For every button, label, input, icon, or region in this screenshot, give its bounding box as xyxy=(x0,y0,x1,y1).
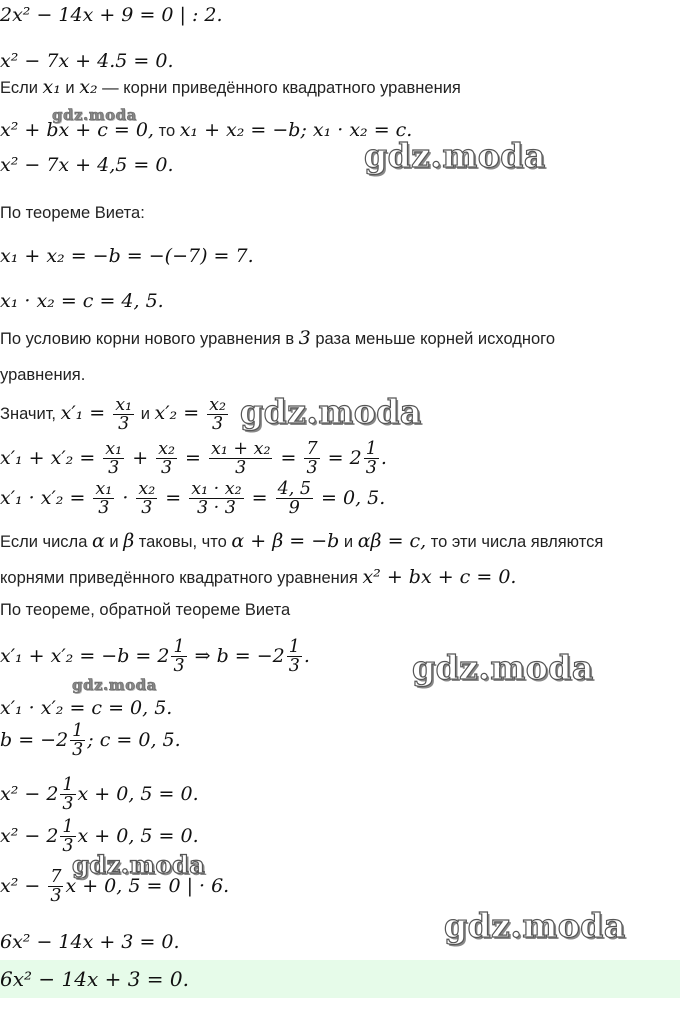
numerator: x₂ xyxy=(158,439,176,459)
text: Если xyxy=(0,79,43,97)
converse-condition-cont xyxy=(0,566,516,588)
math: . xyxy=(303,644,310,667)
fraction xyxy=(364,440,379,478)
fraction xyxy=(171,638,186,676)
numerator: 7 xyxy=(50,867,62,887)
math: x + 0, 5 = 0 | · 6. xyxy=(65,874,230,897)
numerator: 1 xyxy=(62,817,74,837)
watermark: gdz.moda xyxy=(444,906,626,945)
numerator: x₁ · x₂ xyxy=(191,479,242,499)
math: x² − xyxy=(0,874,47,897)
denominator: 3 xyxy=(50,886,62,907)
math: = 0, 5. xyxy=(314,486,386,509)
numerator: 1 xyxy=(62,775,74,795)
watermark: gdz.moda xyxy=(72,850,206,879)
math: x′₁ = xyxy=(60,402,112,425)
denominator: 3 xyxy=(72,740,84,761)
denominator: 3 · 3 xyxy=(197,498,236,519)
equation-reduced: x² − 7x + 4.5 = 0. xyxy=(0,50,174,72)
denominator: 3 xyxy=(98,498,110,519)
watermark: gdz.moda xyxy=(72,676,157,694)
denominator: 3 xyxy=(118,414,130,435)
math: x′₁ + x′₂ = −b = 2 xyxy=(0,644,170,667)
denominator: 3 xyxy=(212,414,224,435)
text: и xyxy=(136,405,155,424)
fraction xyxy=(48,868,63,906)
math: x′₂ = xyxy=(154,402,206,425)
math: x² − 2 xyxy=(0,824,59,847)
fraction xyxy=(93,480,114,518)
new-equation-final: 6x² − 14x + 3 = 0. xyxy=(0,931,180,953)
text: и xyxy=(104,533,124,551)
denominator: 3 xyxy=(173,656,185,677)
text: Если числа xyxy=(0,533,92,551)
numerator: x₁ xyxy=(115,395,133,415)
math: x₁ xyxy=(42,76,61,98)
math: x + 0, 5 = 0. xyxy=(77,824,199,847)
text: то xyxy=(153,122,180,140)
new-sum-b xyxy=(0,638,310,676)
coefficients xyxy=(0,722,181,760)
math: = 2 xyxy=(321,446,362,469)
text: Значит, xyxy=(0,405,61,424)
numerator: 7 xyxy=(306,439,318,459)
denominator: 3 xyxy=(235,458,247,479)
math: x₁ + x₂ = −b; x₁ · x₂ = c. xyxy=(179,119,413,141)
denominator: 3 xyxy=(108,458,120,479)
math: · xyxy=(116,486,135,509)
denominator: 3 xyxy=(141,498,153,519)
text: корнями приведённого квадратного уравнения xyxy=(0,569,363,587)
math: α + β = −b xyxy=(231,530,340,552)
converse-heading: По теореме, обратной теореме Виета xyxy=(0,601,291,619)
watermark: gdz.moda xyxy=(364,136,546,175)
watermark: gdz.moda xyxy=(240,392,422,431)
fraction xyxy=(304,440,319,478)
denominator: 3 xyxy=(288,656,300,677)
text: По условию корни нового уравнения в xyxy=(0,330,299,348)
denominator: 3 xyxy=(365,458,377,479)
text: — корни приведённого квадратного уравнения xyxy=(97,79,461,97)
new-product xyxy=(0,480,385,518)
product-roots: x₁ · x₂ = c = 4, 5. xyxy=(0,290,164,312)
math: x + 0, 5 = 0. xyxy=(77,782,199,805)
equation-reduced-comma: x² − 7x + 4,5 = 0. xyxy=(0,154,174,176)
numerator: x₁ xyxy=(105,439,123,459)
numerator: x₁ + x₂ xyxy=(211,439,271,459)
watermark: gdz.moda xyxy=(52,106,137,124)
numerator: 1 xyxy=(173,637,185,657)
new-sum xyxy=(0,440,387,478)
denominator: 9 xyxy=(288,498,300,519)
text: и xyxy=(339,533,358,551)
math: x² + bx + c = 0, xyxy=(0,119,154,141)
math: 3 xyxy=(298,327,311,349)
math: x₂ xyxy=(79,76,98,98)
text: то эти числа являются xyxy=(426,533,604,551)
text: и xyxy=(60,79,80,97)
converse-condition xyxy=(0,530,603,552)
math: x² + bx + c = 0. xyxy=(362,566,517,588)
fraction xyxy=(156,440,177,478)
text: раза меньше корней исходного xyxy=(310,330,556,348)
condition-text-cont: уравнения. xyxy=(0,366,86,384)
math: x′₁ + x′₂ = xyxy=(0,446,102,469)
denominator: 3 xyxy=(62,836,74,857)
denominator: 3 xyxy=(161,458,173,479)
math: = xyxy=(274,446,303,469)
math: ⇒ b = −2 xyxy=(188,644,285,667)
numerator: x₂ xyxy=(209,395,227,415)
math: αβ = c, xyxy=(357,530,427,552)
watermark: gdz.moda xyxy=(412,648,594,687)
new-roots-def xyxy=(0,396,230,434)
math: α xyxy=(91,530,105,552)
numerator: 1 xyxy=(365,439,377,459)
numerator: x₂ xyxy=(138,479,156,499)
new-product-c: x′₁ · x′₂ = c = 0, 5. xyxy=(0,697,173,719)
math: = xyxy=(245,486,274,509)
fraction xyxy=(207,396,228,434)
numerator: 1 xyxy=(72,721,84,741)
denominator: 3 xyxy=(306,458,318,479)
fraction xyxy=(113,396,134,434)
math: x′₁ · x′₂ = xyxy=(0,486,92,509)
vieta-heading: По теореме Виета: xyxy=(0,204,145,222)
new-equation-1 xyxy=(0,776,199,814)
vieta-intro xyxy=(0,76,461,98)
fraction xyxy=(287,638,302,676)
fraction xyxy=(70,722,85,760)
numerator: 4, 5 xyxy=(277,479,311,499)
math: . xyxy=(380,446,387,469)
equation-original: 2x² − 14x + 9 = 0 | : 2. xyxy=(0,4,223,26)
text: таковы, что xyxy=(134,533,232,551)
math: + xyxy=(126,446,155,469)
answer: 6x² − 14x + 3 = 0. xyxy=(0,967,189,991)
sum-roots: x₁ + x₂ = −b = −(−7) = 7. xyxy=(0,245,254,267)
math: b = −2 xyxy=(0,728,69,751)
math: = xyxy=(159,486,188,509)
numerator: x₁ xyxy=(95,479,113,499)
math: = xyxy=(179,446,208,469)
fraction xyxy=(136,480,157,518)
fraction xyxy=(60,776,75,814)
condition-text xyxy=(0,327,555,349)
fraction xyxy=(189,480,243,518)
math: β xyxy=(123,530,135,552)
fraction xyxy=(103,440,124,478)
fraction xyxy=(209,440,272,478)
fraction xyxy=(276,480,313,518)
math: ; c = 0, 5. xyxy=(87,728,181,751)
denominator: 3 xyxy=(62,794,74,815)
math: x² − 2 xyxy=(0,782,59,805)
numerator: 1 xyxy=(288,637,300,657)
